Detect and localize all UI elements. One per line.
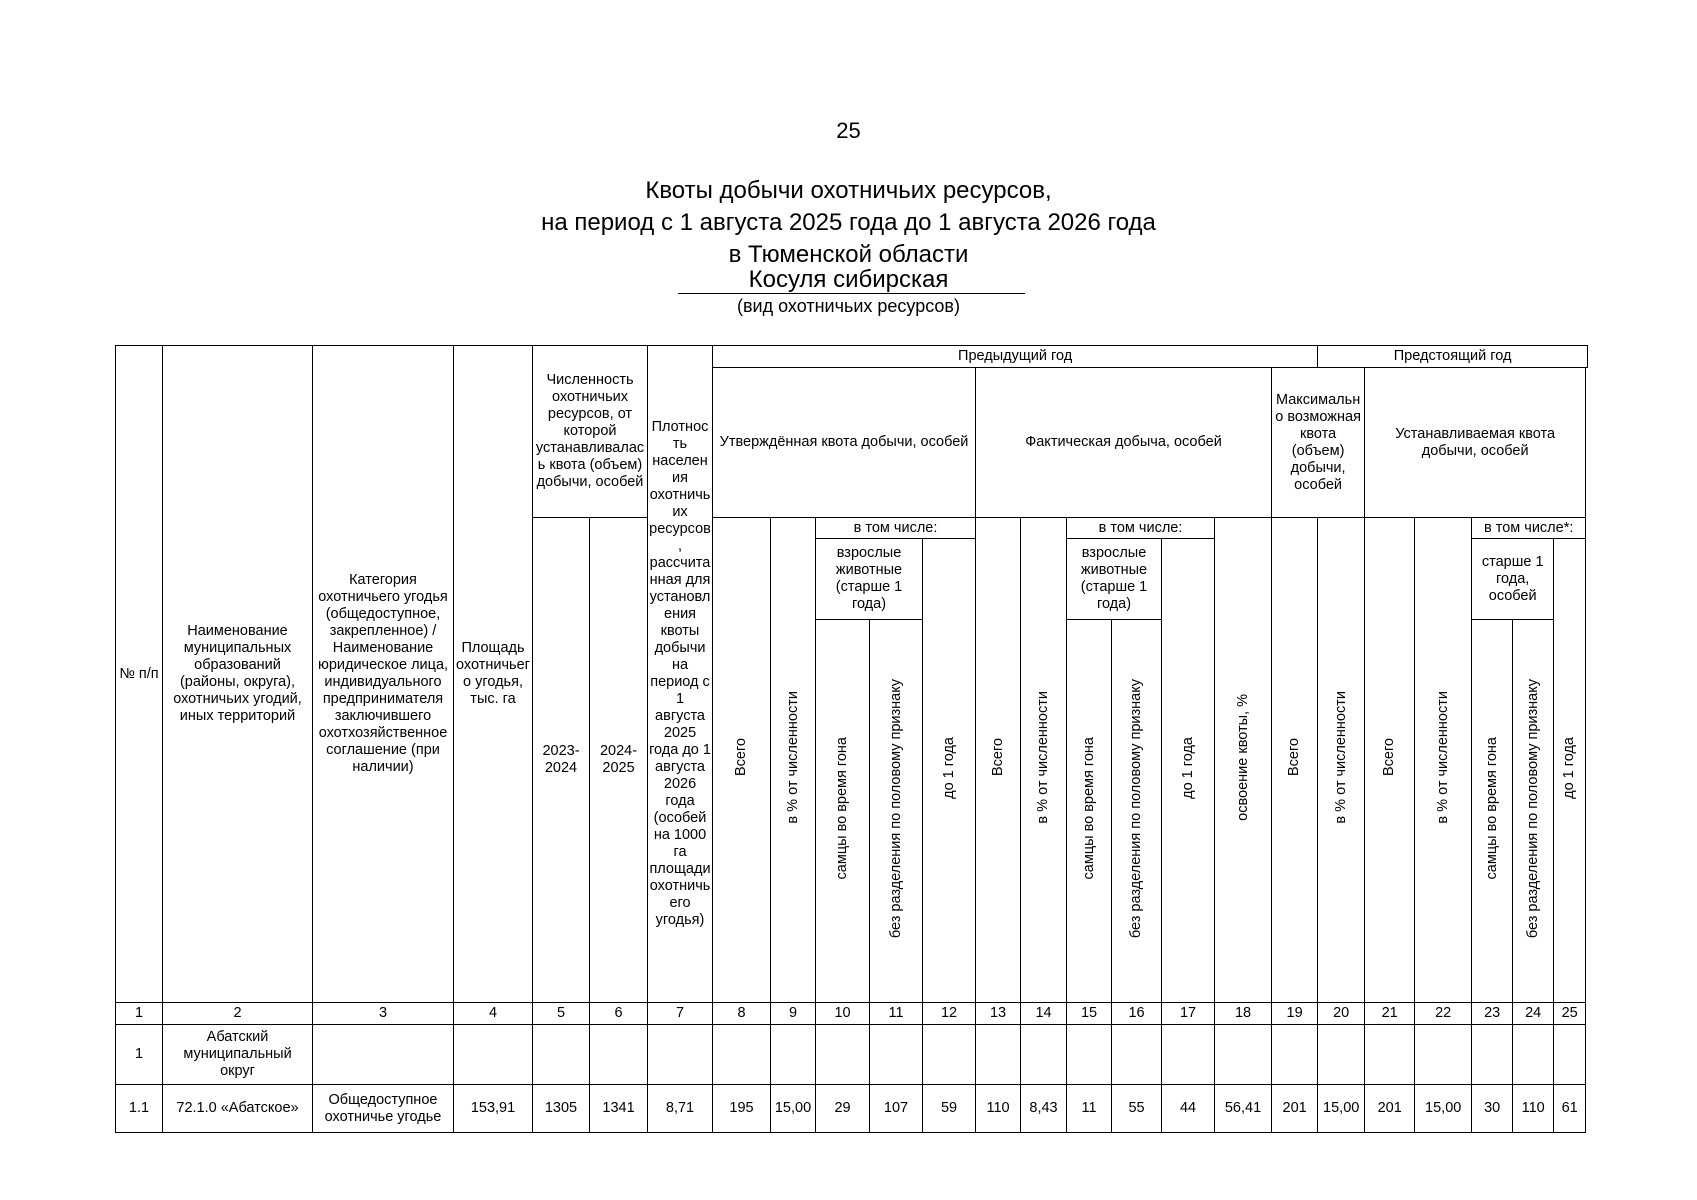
- table-cell: [713, 1025, 771, 1085]
- table-cell: 72.1.0 «Абатское»: [163, 1085, 313, 1133]
- column-number-cell: 16: [1112, 1003, 1162, 1025]
- table-cell: 56,41: [1215, 1085, 1272, 1133]
- table-cell: [1112, 1025, 1162, 1085]
- table-cell: [976, 1025, 1021, 1085]
- species-underline: [678, 293, 1025, 294]
- title-line-2: на период с 1 августа 2025 года до 1 августа 2026 года: [541, 209, 1156, 236]
- table-cell: 15,00: [1318, 1085, 1365, 1133]
- header-established-quota: Устанавливаемая квота добычи, особей: [1365, 368, 1586, 518]
- table-cell: 8,71: [648, 1085, 713, 1133]
- header-actual-males: самцы во время гона: [1067, 620, 1112, 1003]
- table-cell: 8,43: [1021, 1085, 1067, 1133]
- table-cell: [1415, 1025, 1472, 1085]
- table-row: [116, 1085, 1588, 1133]
- title-line-3: в Тюменской области: [728, 241, 969, 268]
- table-cell: 110: [976, 1085, 1021, 1133]
- header-max-pct: в % от численности: [1318, 518, 1365, 1003]
- title-line-1: Квоты добычи охотничьих ресурсов,: [645, 177, 1052, 204]
- header-population: Численность охотничьих ресурсов, от которой устанавливалась квота (объем) добычи, особей: [533, 346, 648, 518]
- table-cell: [1365, 1025, 1415, 1085]
- table-cell: Абатский муниципальный округ: [163, 1025, 313, 1085]
- column-number-row: [116, 1003, 1588, 1025]
- table-cell: 110: [1513, 1085, 1554, 1133]
- header-approved-incl: в том числе:: [816, 518, 976, 539]
- header-actual-nosex: без разделения по половому признаку: [1112, 620, 1162, 1003]
- column-number-cell: 10: [816, 1003, 870, 1025]
- table-cell: 61: [1554, 1085, 1586, 1133]
- column-number-cell: 24: [1513, 1003, 1554, 1025]
- column-number-cell: 9: [771, 1003, 816, 1025]
- table-cell: [1162, 1025, 1215, 1085]
- column-number-cell: 2: [163, 1003, 313, 1025]
- table-row: [116, 1025, 1588, 1085]
- table-cell: 107: [870, 1085, 923, 1133]
- column-number-cell: 7: [648, 1003, 713, 1025]
- header-num: № п/п: [116, 346, 163, 1003]
- table-cell: 59: [923, 1085, 976, 1133]
- table-cell: 201: [1365, 1085, 1415, 1133]
- column-number-cell: 6: [590, 1003, 648, 1025]
- table-cell: [1472, 1025, 1513, 1085]
- table-cell: 153,91: [454, 1085, 533, 1133]
- column-number-cell: 11: [870, 1003, 923, 1025]
- table-cell: [1021, 1025, 1067, 1085]
- column-number-cell: 1: [116, 1003, 163, 1025]
- table-cell: 30: [1472, 1085, 1513, 1133]
- table-cell: [1067, 1025, 1112, 1085]
- column-number-cell: 8: [713, 1003, 771, 1025]
- quota-table: [115, 345, 1588, 1133]
- table-cell: 1.1: [116, 1085, 163, 1133]
- header-est-nosex: без разделения по половому признаку: [1513, 620, 1554, 1003]
- header-approved-adults: взрослые животные (старше 1 года): [816, 539, 923, 620]
- header-actual-under1: до 1 года: [1162, 539, 1215, 1003]
- table-cell: [1215, 1025, 1272, 1085]
- header-name: Наименование муниципальных образований (районы, округа), охотничьих угодий, иных территорий: [163, 346, 313, 1003]
- column-number-cell: 5: [533, 1003, 590, 1025]
- table-cell: 55: [1112, 1085, 1162, 1133]
- header-approved-total: Всего: [713, 518, 771, 1003]
- header-mastery: освоение квоты, %: [1215, 518, 1272, 1003]
- column-number-cell: 4: [454, 1003, 533, 1025]
- table-cell: [590, 1025, 648, 1085]
- header-actual-incl: в том числе:: [1067, 518, 1215, 539]
- column-number-cell: 14: [1021, 1003, 1067, 1025]
- header-approved-nosex: без разделения по половому признаку: [870, 620, 923, 1003]
- table-cell: Общедоступное охотничье угодье: [313, 1085, 454, 1133]
- table-cell: [313, 1025, 454, 1085]
- column-number-cell: 13: [976, 1003, 1021, 1025]
- header-actual-pct: в % от численности: [1021, 518, 1067, 1003]
- column-number-cell: 21: [1365, 1003, 1415, 1025]
- header-est-pct: в % от численности: [1415, 518, 1472, 1003]
- header-max-quota: Максимально возможная квота (объем) добычи, особей: [1272, 368, 1365, 518]
- header-actual-total: Всего: [976, 518, 1021, 1003]
- species-name: Косуля сибирская: [748, 266, 949, 293]
- header-row-1: [116, 346, 1588, 368]
- document-title: [0, 175, 1697, 271]
- table-cell: [870, 1025, 923, 1085]
- table-cell: 29: [816, 1085, 870, 1133]
- column-number-cell: 15: [1067, 1003, 1112, 1025]
- column-number-cell: 17: [1162, 1003, 1215, 1025]
- header-est-under1: до 1 года: [1554, 539, 1586, 1003]
- table-cell: [1513, 1025, 1554, 1085]
- table-cell: 15,00: [771, 1085, 816, 1133]
- header-approved-under1: до 1 года: [923, 539, 976, 1003]
- header-approved-pct: в % от численности: [771, 518, 816, 1003]
- table-cell: [1272, 1025, 1318, 1085]
- column-number-cell: 23: [1472, 1003, 1513, 1025]
- header-approved-males: самцы во время гона: [816, 620, 870, 1003]
- table-cell: 1: [116, 1025, 163, 1085]
- table-cell: [1554, 1025, 1586, 1085]
- column-number-cell: 12: [923, 1003, 976, 1025]
- column-number-cell: 25: [1554, 1003, 1586, 1025]
- table-cell: [533, 1025, 590, 1085]
- column-number-cell: 3: [313, 1003, 454, 1025]
- table-cell: [816, 1025, 870, 1085]
- header-actual-adults: взрослые животные (старше 1 года): [1067, 539, 1162, 620]
- table-cell: [771, 1025, 816, 1085]
- header-max-total: Всего: [1272, 518, 1318, 1003]
- column-number-cell: 19: [1272, 1003, 1318, 1025]
- column-number-cell: 18: [1215, 1003, 1272, 1025]
- column-number-cell: 20: [1318, 1003, 1365, 1025]
- header-est-incl: в том числе*:: [1472, 518, 1586, 539]
- header-category: Категория охотничьего угодья (общедоступное, закрепленное) / Наименование юридическое лица, индивидуального предпринимателя заключившего охотхозяйственное соглашение (при наличии): [313, 346, 454, 1003]
- header-actual-harvest: Фактическая добыча, особей: [976, 368, 1272, 518]
- table-cell: [1318, 1025, 1365, 1085]
- header-density: Плотность населения охотничьих ресурсов, рассчитанная для установления квоты добычи на период с 1 августа 2025 года до 1 августа 2026 года (особей на 1000 га площади охотничьего угодья): [648, 346, 713, 1003]
- table-cell: 195: [713, 1085, 771, 1133]
- table-cell: 1305: [533, 1085, 590, 1133]
- table-cell: 201: [1272, 1085, 1318, 1133]
- table-cell: 1341: [590, 1085, 648, 1133]
- header-year-2024-2025: 2024-2025: [590, 518, 648, 1003]
- header-est-total: Всего: [1365, 518, 1415, 1003]
- table-cell: 44: [1162, 1085, 1215, 1133]
- table-cell: 15,00: [1415, 1085, 1472, 1133]
- table-cell: [923, 1025, 976, 1085]
- table-cell: [648, 1025, 713, 1085]
- species-caption: (вид охотничьих ресурсов): [737, 296, 960, 316]
- table-cell: [454, 1025, 533, 1085]
- table-cell: 11: [1067, 1085, 1112, 1133]
- header-area: Площадь охотничьего угодья, тыс. га: [454, 346, 533, 1003]
- header-est-older: старше 1 года, особей: [1472, 539, 1554, 620]
- header-est-males: самцы во время гона: [1472, 620, 1513, 1003]
- header-approved-quota: Утверждённая квота добычи, особей: [713, 368, 976, 518]
- header-previous-year: Предыдущий год: [713, 346, 1318, 368]
- header-next-year: Предстоящий год: [1318, 346, 1588, 368]
- column-number-cell: 22: [1415, 1003, 1472, 1025]
- header-year-2023-2024: 2023-2024: [533, 518, 590, 1003]
- page-number: 25: [836, 118, 861, 143]
